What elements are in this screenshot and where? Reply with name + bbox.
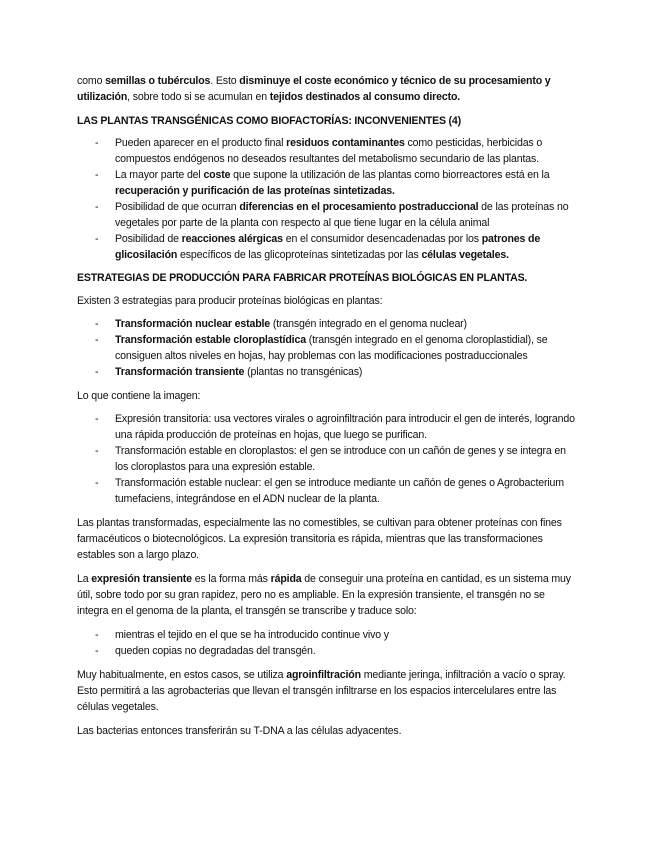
item-text: específicos de las glicoproteínas sintetizadas por las bbox=[177, 249, 422, 261]
paragraph-transformed-plants: Las plantas transformadas, especialmente las no comestibles, se cultivan para obtener proteínas con fines farmacéuticos o biotecnológicos. La expresión transitoria es rápida, mientras que las transformaciones estables son a largo plazo. bbox=[77, 517, 562, 561]
list-item bbox=[77, 411, 577, 443]
list-item bbox=[77, 332, 577, 364]
para-text: Muy habitualmente, en estos casos, se utiliza bbox=[77, 669, 287, 681]
dash-bullet: - bbox=[95, 137, 99, 149]
list-item bbox=[77, 167, 577, 199]
item-text: como pesticidas, herbicidas o compuestos endógenos no deseados resultantes del metabolismo secundario de las plantas. bbox=[115, 137, 543, 165]
intro-bold-1: semillas o tubérculos bbox=[105, 75, 211, 87]
dash-bullet: - bbox=[95, 477, 99, 489]
intro-paragraph bbox=[77, 73, 577, 105]
item-bold: reacciones alérgicas bbox=[181, 233, 283, 245]
item-text: Transformación estable en cloroplastos: el gen se introduce con un cañón de genes y se integra en los cloroplastos para una expresión estable. bbox=[115, 445, 566, 473]
para-text: de conseguir una proteína en cantidad, es un sistema muy útil, sobre todo por su gran rapidez, pero no es ampliable. En la expresión transiente, el transgén no se integra en el genoma de la planta, el transgén se transcribe y traduce solo: bbox=[77, 573, 571, 617]
intro-text-1: como bbox=[77, 75, 106, 87]
list-item bbox=[77, 135, 577, 167]
intro-text-3: , sobre todo si se acumulan en bbox=[127, 91, 270, 103]
list-item bbox=[77, 316, 577, 332]
image-contents-list bbox=[77, 411, 577, 507]
item-bold: coste bbox=[203, 169, 231, 181]
para-text: mediante jeringa, infiltración a vacío o spray. Esto permitirá a las agrobacterias que llevan el transgén infiltrarse en los espacios intercelulares entre las células vegetales. bbox=[77, 669, 566, 713]
item-text: de las proteínas no vegetales por parte de la planta con respecto al que tiene lugar en la célula animal bbox=[115, 201, 569, 229]
item-bold: residuos contaminantes bbox=[286, 137, 405, 149]
item-bold: Transformación transiente bbox=[115, 366, 245, 378]
image-lead: Lo que contiene la imagen: bbox=[77, 390, 201, 402]
dash-bullet: - bbox=[95, 413, 99, 425]
list-item bbox=[77, 643, 577, 659]
item-text: Expresión transitoria: usa vectores virales o agroinfiltración para introducir el gen de interés, logrando una rápida producción de proteínas en hojas, que luego se purifican. bbox=[115, 413, 575, 441]
item-text: Pueden aparecer en el producto final bbox=[115, 137, 287, 149]
list-item bbox=[77, 627, 577, 643]
para-text: La bbox=[77, 573, 92, 585]
item-text: La mayor parte del bbox=[115, 169, 204, 181]
list-item bbox=[77, 199, 577, 231]
item-text: (plantas no transgénicas) bbox=[244, 366, 363, 378]
list-item bbox=[77, 443, 577, 475]
dash-bullet: - bbox=[95, 201, 99, 213]
item-bold: diferencias en el procesamiento postraduccional bbox=[239, 201, 479, 213]
item-text: queden copias no degradadas del transgén. bbox=[115, 645, 316, 657]
item-text: que supone la utilización de las plantas como biorreactores está en la bbox=[230, 169, 550, 181]
list-item bbox=[77, 231, 577, 263]
item-bold: Transformación nuclear estable bbox=[115, 318, 271, 330]
dash-bullet: - bbox=[95, 334, 99, 346]
para-bold: rápida bbox=[270, 573, 302, 585]
para-text: es la forma más bbox=[191, 573, 271, 585]
strategies-lead: Existen 3 estrategias para producir proteínas biológicas en plantas: bbox=[77, 295, 383, 307]
drawbacks-list bbox=[77, 135, 577, 263]
dash-bullet: - bbox=[95, 233, 99, 245]
section-heading-drawbacks: LAS PLANTAS TRANSGÉNICAS COMO BIOFACTORÍAS: INCONVENIENTES (4) bbox=[77, 115, 461, 127]
document-page bbox=[77, 73, 577, 739]
intro-bold-2: disminuye el coste económico y técnico de su procesamiento y utilización bbox=[77, 75, 551, 103]
para-bold: agroinfiltración bbox=[286, 669, 361, 681]
strategies-list bbox=[77, 316, 577, 380]
item-text: Posibilidad de que ocurran bbox=[115, 201, 240, 213]
list-item bbox=[77, 475, 577, 507]
section-heading-strategies: ESTRATEGIAS DE PRODUCCIÓN PARA FABRICAR PROTEÍNAS BIOLÓGICAS EN PLANTAS. bbox=[77, 272, 528, 284]
item-bold: recuperación y purificación de las proteínas sintetizadas. bbox=[115, 185, 395, 197]
intro-bold-3: tejidos destinados al consumo directo. bbox=[269, 91, 461, 103]
dash-bullet: - bbox=[95, 445, 99, 457]
paragraph-transient-expression bbox=[77, 571, 577, 619]
item-bold: Transformación estable cloroplastídica bbox=[115, 334, 306, 346]
dash-bullet: - bbox=[95, 645, 99, 657]
list-item bbox=[77, 364, 577, 380]
item-text: Transformación estable nuclear: el gen se introduce mediante un cañón de genes o Agrobacterium tumefaciens, integrándose en el ADN nuclear de la planta. bbox=[115, 477, 564, 505]
item-text: mientras el tejido en el que se ha introducido continue vivo y bbox=[115, 629, 389, 641]
item-text: en el consumidor desencadenadas por los bbox=[282, 233, 482, 245]
dash-bullet: - bbox=[95, 318, 99, 330]
para-bold: expresión transiente bbox=[91, 573, 192, 585]
item-bold: células vegetales. bbox=[421, 249, 509, 261]
intro-text-2: . Esto bbox=[210, 75, 240, 87]
dash-bullet: - bbox=[95, 629, 99, 641]
item-text: Posibilidad de bbox=[115, 233, 182, 245]
dash-bullet: - bbox=[95, 169, 99, 181]
paragraph-agroinfiltration bbox=[77, 667, 577, 715]
item-text: (transgén integrado en el genoma nuclear) bbox=[270, 318, 467, 330]
conditions-list bbox=[77, 627, 577, 659]
dash-bullet: - bbox=[95, 366, 99, 378]
paragraph-tdna-transfer: Las bacterias entonces transferirán su T-DNA a las células adyacentes. bbox=[77, 725, 402, 737]
item-text: (transgén integrado en el genoma cloroplastidial), se consiguen altos niveles en hojas, hay problemas con las modificaciones postraduccionales bbox=[115, 334, 548, 362]
item-bold: patrones de glicosilación bbox=[115, 233, 541, 261]
